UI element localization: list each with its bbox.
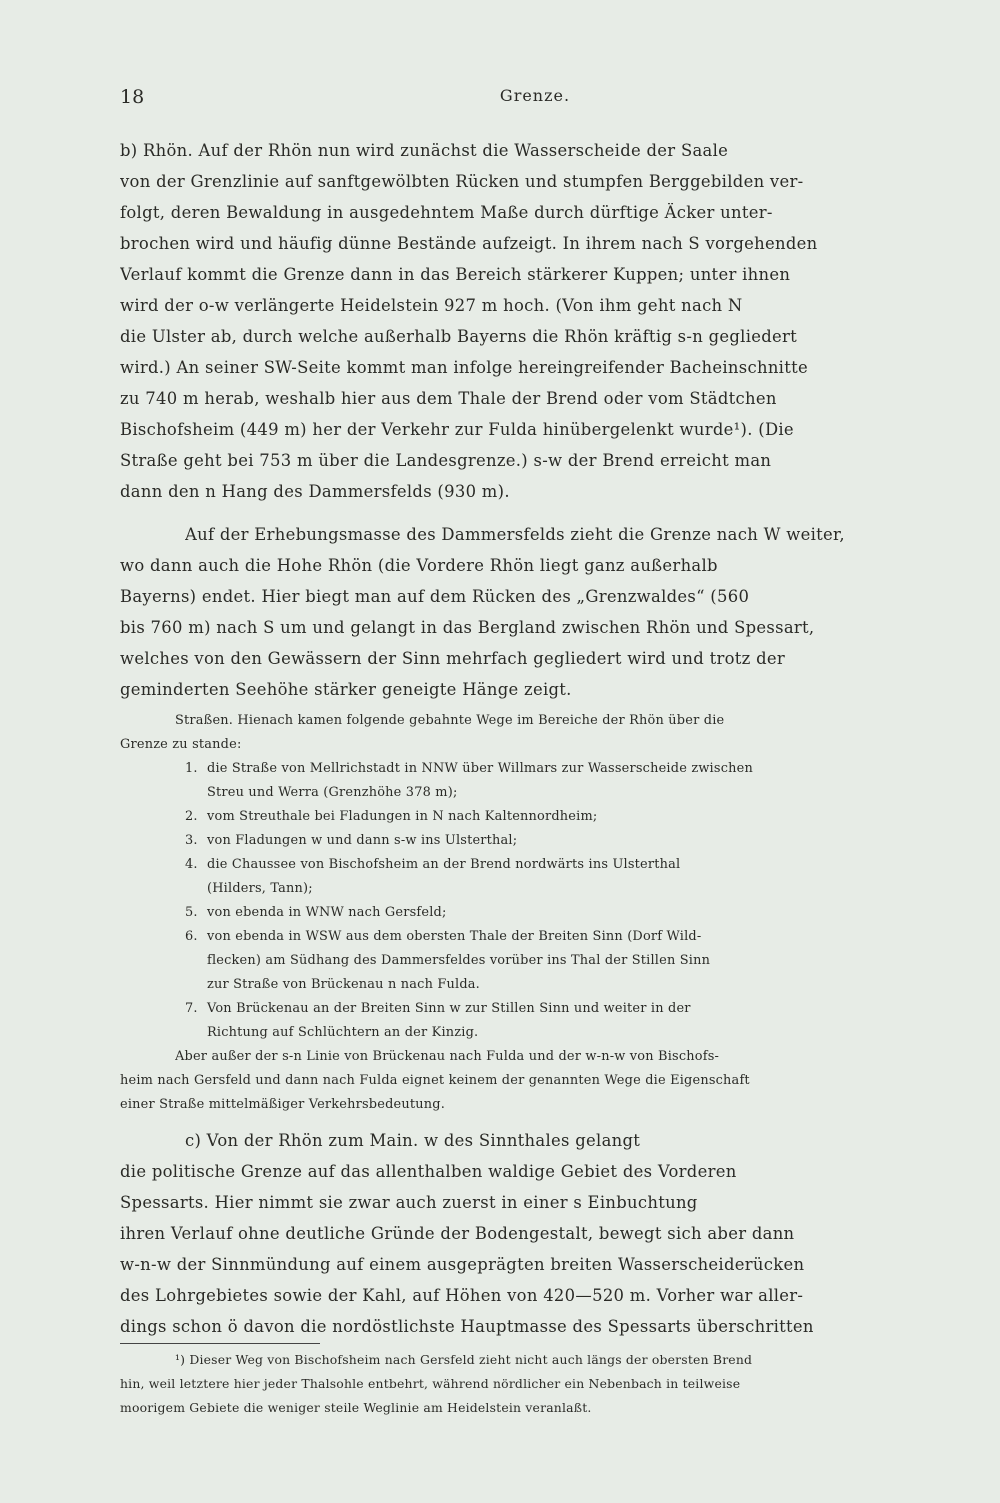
body-line: ihren Verlauf ohne deutliche Gründe der Bodengestalt, bewegt sich aber dann: [120, 1224, 795, 1243]
list-item-cont: Richtung auf Schlüchtern an der Kinzig.: [207, 1025, 479, 1040]
footnote-line: moorigem Gebiete die weniger steile Weglinie am Heidelstein veranlaßt.: [120, 1400, 592, 1415]
body-line: des Lohrgebietes sowie der Kahl, auf Höhen von 420—520 m. Vorher war aller-: [120, 1286, 804, 1305]
body-line: Bischofsheim (449 m) her der Verkehr zur Fulda hinübergelenkt wurde¹). (Die: [120, 420, 794, 439]
body-line: Verlauf kommt die Grenze dann in das Bereich stärkerer Kuppen; unter ihnen: [120, 265, 791, 284]
list-item: 1. die Straße von Mellrichstadt in NNW über Willmars zur Wasserscheide zwischen: [185, 761, 753, 776]
small-line: Grenze zu stande:: [120, 737, 242, 752]
body-line: Spessarts. Hier nimmt sie zwar auch zuerst in einer s Einbuchtung: [120, 1193, 698, 1212]
body-line: c) Von der Rhön zum Main. w des Sinnthales gelangt: [185, 1131, 641, 1150]
list-item: 7. Von Brückenau an der Breiten Sinn w zur Stillen Sinn und weiter in der: [185, 1001, 691, 1016]
body-line: wo dann auch die Hohe Rhön (die Vordere Rhön liegt ganz außerhalb: [120, 556, 718, 575]
list-item: 5. von ebenda in WNW nach Gersfeld;: [185, 905, 447, 920]
body-line: folgt, deren Bewaldung in ausgedehntem Maße durch dürftige Äcker unter-: [120, 203, 773, 222]
body-line: wird der o-w verlängerte Heidelstein 927 m hoch. (Von ihm geht nach N: [120, 296, 743, 315]
footnote-rule: [120, 1343, 320, 1344]
list-item: 3. von Fladungen w und dann s-w ins Ulsterthal;: [185, 833, 518, 848]
body-line: welches von den Gewässern der Sinn mehrfach gegliedert wird und trotz der: [120, 649, 786, 668]
page-header: [120, 86, 950, 116]
body-line: Straße geht bei 753 m über die Landesgrenze.) s-w der Brend erreicht man: [120, 451, 772, 470]
body-line: dings schon ö davon die nordöstlichste Hauptmasse des Spessarts überschritten: [120, 1317, 814, 1336]
small-line: Aber außer der s-n Linie von Brückenau nach Fulda und der w-n-w von Bischofs-: [175, 1049, 720, 1064]
body-line: brochen wird und häufig dünne Bestände aufzeigt. In ihrem nach S vorgehenden: [120, 234, 818, 253]
list-item-cont: flecken) am Südhang des Dammersfeldes vorüber ins Thal der Stillen Sinn: [207, 953, 711, 968]
body-line: von der Grenzlinie auf sanftgewölbten Rücken und stumpfen Berggebilden ver-: [120, 172, 804, 191]
list-item-cont: zur Straße von Brückenau n nach Fulda.: [207, 977, 480, 992]
footnote-line: hin, weil letztere hier jeder Thalsohle entbehrt, während nördlicher ein Nebenbach in teilweise: [120, 1376, 741, 1391]
body-line: w-n-w der Sinnmündung auf einem ausgeprägten breiten Wasserscheiderücken: [120, 1255, 805, 1274]
list-item: 6. von ebenda in WSW aus dem obersten Thale der Breiten Sinn (Dorf Wild-: [185, 929, 702, 944]
list-item: 4. die Chaussee von Bischofsheim an der Brend nordwärts ins Ulsterthal: [185, 857, 681, 872]
footnote-line: ¹) Dieser Weg von Bischofsheim nach Gersfeld zieht nicht auch längs der obersten Brend: [175, 1352, 753, 1367]
body-line: Bayerns) endet. Hier biegt man auf dem Rücken des „Grenzwaldes“ (560: [120, 587, 750, 606]
body-line: b) Rhön. Auf der Rhön nun wird zunächst die Wasserscheide der Saale: [120, 141, 729, 160]
body-line: wird.) An seiner SW-Seite kommt man infolge hereingreifender Bacheinschnitte: [120, 358, 808, 377]
list-item: 2. vom Streuthale bei Fladungen in N nach Kaltennordheim;: [185, 809, 598, 824]
body-line: die Ulster ab, durch welche außerhalb Bayerns die Rhön kräftig s-n gegliedert: [120, 327, 798, 346]
small-line: einer Straße mittelmäßiger Verkehrsbedeutung.: [120, 1097, 446, 1112]
page-number: 18: [120, 86, 145, 108]
body-line: dann den n Hang des Dammersfelds (930 m).: [120, 482, 510, 501]
list-item-cont: (Hilders, Tann);: [207, 881, 313, 896]
body-line: Auf der Erhebungsmasse des Dammersfelds zieht die Grenze nach W weiter,: [185, 525, 845, 544]
list-item-cont: Streu und Werra (Grenzhöhe 378 m);: [207, 785, 458, 800]
body-line: die politische Grenze auf das allenthalben waldige Gebiet des Vorderen: [120, 1162, 737, 1181]
body-line: bis 760 m) nach S um und gelangt in das Bergland zwischen Rhön und Spessart,: [120, 618, 815, 637]
body-line: geminderten Seehöhe stärker geneigte Hänge zeigt.: [120, 680, 572, 699]
small-line: heim nach Gersfeld und dann nach Fulda eignet keinem der genannten Wege die Eigenschaft: [120, 1073, 750, 1088]
body-line: zu 740 m herab, weshalb hier aus dem Thale der Brend oder vom Städtchen: [120, 389, 777, 408]
running-title: Grenze.: [499, 86, 571, 105]
small-line: Straßen. Hienach kamen folgende gebahnte Wege im Bereiche der Rhön über die: [175, 713, 725, 728]
